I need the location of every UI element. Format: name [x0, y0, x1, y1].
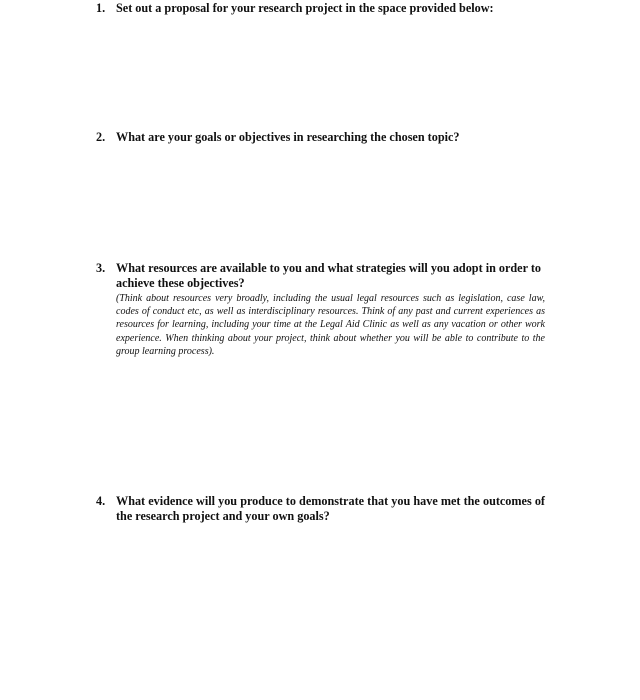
question-text: Set out a proposal for your research project in the space provided below: — [116, 1, 494, 15]
question-guidance-note: (Think about resources very broadly, including the usual legal resources such as legislation, case law, codes of conduct etc, as well as interdisciplinary resources. Think of any past and current experiences as resources for learning, including your time at the Legal Aid Clinic as well as any vacation or other work experience. When thinking about your project, think about whether you will be able to contribute to the group learning process). — [116, 293, 545, 357]
question-3 — [96, 261, 545, 358]
question-1 — [96, 1, 545, 16]
question-number: 3. — [96, 261, 106, 275]
question-number: 4. — [96, 494, 106, 508]
question-number: 1. — [96, 1, 106, 15]
question-text: What resources are available to you and what strategies will you adopt in order to achieve these objectives? — [116, 261, 541, 290]
question-4 — [96, 494, 545, 524]
question-text: What are your goals or objectives in researching the chosen topic? — [116, 130, 460, 144]
question-number: 2. — [96, 130, 106, 144]
question-2 — [96, 130, 545, 145]
question-text: What evidence will you produce to demonstrate that you have met the outcomes of the research project and your own goals? — [116, 494, 545, 523]
